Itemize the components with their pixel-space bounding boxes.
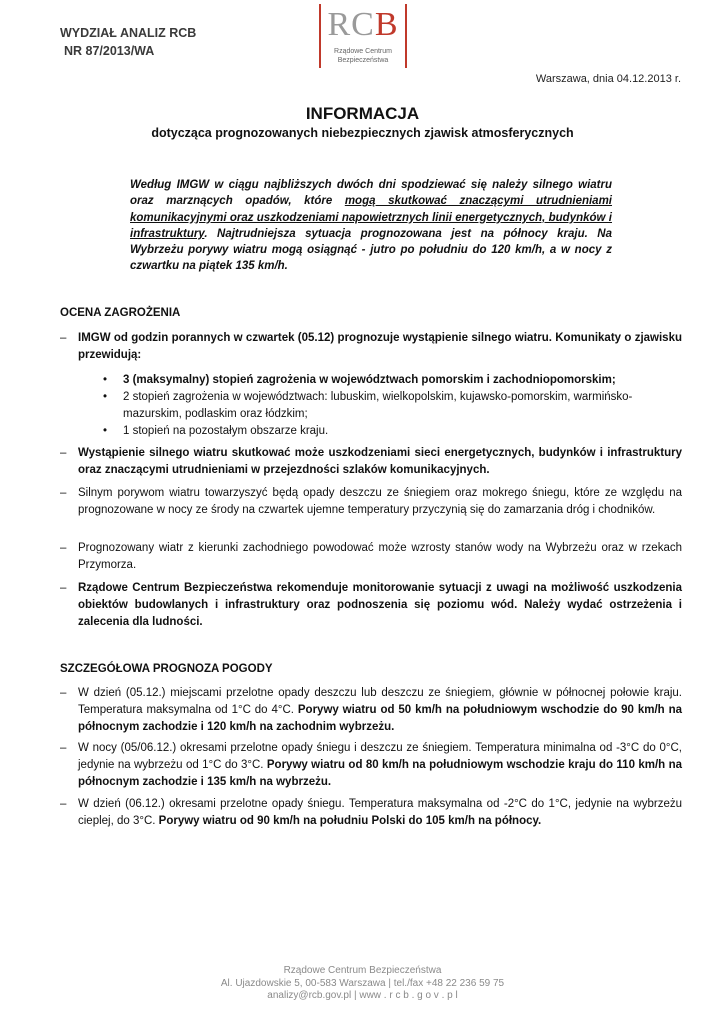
- intro-underlined: mogą skutkować znaczącymi utrudnieniami komunikacyjnymi oraz uszkodzeniami napowietrznych linii energetycznych, budynków i infrastruktury: [130, 195, 613, 240]
- dash-marker: –: [60, 742, 67, 754]
- page-footer: [0, 965, 725, 1003]
- intro-paragraph: Według IMGW w ciągu najbliższych dwóch dni spodziewać się należy silnego wiatru oraz marznących opadów, które mogą skutkować znaczącymi utrudnieniami komunikacyjnymi oraz uszkodzeniami napowietrznych linii energetycznych, budynków i infrastruktury. Najtrudniejsza sytuacja prognozowana jest na północy kraju. Na Wybrzeżu porywy wiatru mogą osiągnąć - jutro po południu do 120 km/h, a w nocy z czwartku na piątek 135 km/h.: [130, 179, 613, 273]
- logo-subtitle-2: Bezpieczeństwa: [337, 57, 389, 64]
- ocena-bullet-2: • 2 stopień zagrożenia w województwach: lubuskim, wielkopolskim, kujawsko-pomorskim, warmińsko-mazurskim, podlaskim oraz łódzkim;: [103, 391, 633, 420]
- footer-org: Rządowe Centrum Bezpieczeństwa: [283, 965, 442, 976]
- bullet-marker: •: [103, 374, 108, 386]
- rcb-logo: [317, 4, 409, 68]
- dash-marker: –: [60, 798, 67, 810]
- document-title: INFORMACJA: [305, 104, 420, 123]
- footer-address: Al. Ujazdowskie 5, 00-583 Warszawa | tel./fax +48 22 236 59 75: [220, 977, 505, 989]
- logo-subtitle-1: Rządowe Centrum: [334, 48, 392, 55]
- ocena-item-5: – Rządowe Centrum Bezpieczeństwa rekomenduje monitorowanie sytuacji z uwagi na możliwość uszkodzenia obiektów budowlanych i infrastruktury oraz podnoszenia się poziomu wód. Należy wydać ostrzeżenia i zalecenia dla ludności.: [60, 582, 682, 628]
- ocena-heading: OCENA ZAGROŻENIA: [60, 307, 181, 319]
- prognoza-night: – W nocy (05/06.12.) okresami przelotne opady śniegu i deszczu ze śniegiem. Temperatura minimalna od -3°C do 0°C, jedynie na wybrzeżu od 1°C do 3°C. Porywy wiatru od 80 km/h na południowym wschodzie kraju do 110 km/h na północnym zachodzie i 135 km/h na wybrzeżu.: [60, 742, 682, 788]
- department-header: [60, 24, 196, 60]
- document-subtitle: dotycząca prognozowanych niebezpiecznych zjawisk atmosferycznych: [151, 126, 574, 140]
- prognoza-day-1: – W dzień (05.12.) miejscami przelotne opady deszczu lub deszczu ze śniegiem, głównie w północnej połowie kraju. Temperatura maksymalna od 1°C do 4°C. Porywy wiatru od 50 km/h na południowym wschodzie do 90 km/h na północnym zachodzie i 120 km/h na zachodnim wybrzeżu.: [60, 687, 682, 733]
- dash-marker: –: [60, 332, 67, 344]
- document-date: Warszawa, dnia 04.12.2013 r.: [535, 73, 681, 85]
- dash-marker: –: [60, 687, 67, 699]
- dash-marker: –: [60, 582, 67, 594]
- dash-marker: –: [60, 542, 67, 554]
- ocena-bullet-3: • 1 stopień na pozostałym obszarze kraju.: [103, 423, 683, 440]
- department-name: WYDZIAŁ ANALIZ RCB: [60, 26, 197, 40]
- dash-marker: –: [60, 447, 67, 459]
- ocena-item-1: – IMGW od godzin porannych w czwartek (05.12) prognozuje wystąpienie silnego wiatru. Komunikaty o zjawisku przewidują:: [60, 332, 682, 361]
- document-number: NR 87/2013/WA: [64, 44, 155, 58]
- bullet-marker: •: [103, 425, 108, 437]
- ocena-item-3: – Silnym porywom wiatru towarzyszyć będą opady deszczu ze śniegiem oraz mokrego śniegu, które ze względu na prognozowane w nocy ze środy na czwartek ujemne temperatury przyczynią się do zamarzania dróg i chodników.: [60, 487, 682, 516]
- prognoza-heading: SZCZEGÓŁOWA PROGNOZA POGODY: [60, 663, 273, 675]
- bullet-marker: •: [103, 391, 108, 403]
- dash-marker: –: [60, 487, 67, 499]
- ocena-bullet-1: • 3 (maksymalny) stopień zagrożenia w województwach pomorskim i zachodniopomorskim;: [103, 372, 683, 389]
- ocena-item-4: – Prognozowany wiatr z kierunki zachodniego powodować może wzrosty stanów wody na Wybrzeżu oraz w rzekach Przymorza.: [60, 542, 682, 571]
- prognoza-day-2: – W dzień (06.12.) okresami przelotne opady śniegu. Temperatura maksymalna od -2°C do 1°C, jedynie na wybrzeżu cieplej, do 3°C. Porywy wiatru od 90 km/h na południu Polski do 105 km/h na północy.: [60, 798, 682, 827]
- logo-letters: RCB: [327, 6, 399, 43]
- ocena-item-2: – Wystąpienie silnego wiatru skutkować może uszkodzeniami sieci energetycznych, budynków i infrastruktury oraz znaczącymi utrudnieniami w przejezdności szlaków komunikacyjnych.: [60, 447, 682, 476]
- footer-contact: analizy@rcb.gov.pl | www . r c b . g o v . p l: [267, 990, 458, 1001]
